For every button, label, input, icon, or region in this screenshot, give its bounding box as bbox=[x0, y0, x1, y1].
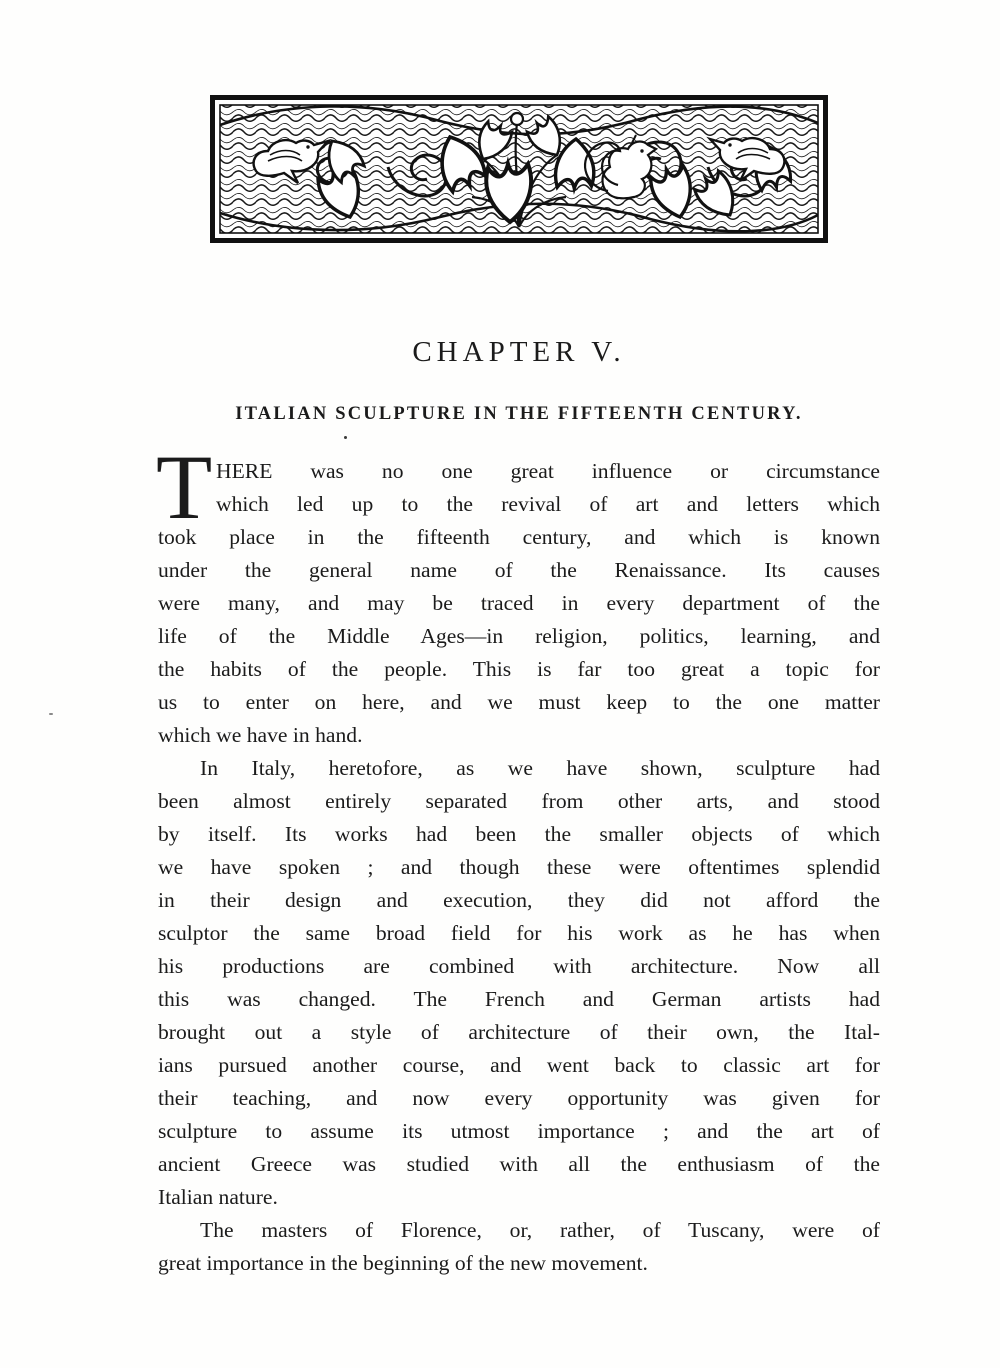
text-line: which we have in hand. bbox=[158, 723, 363, 747]
text-line: were many, and may be traced in every department of the bbox=[158, 591, 880, 615]
scan-speck bbox=[344, 436, 347, 439]
text-line: In Italy, heretofore, as we have shown, sculpture had bbox=[200, 756, 880, 780]
text-line: his productions are combined with architecture. Now all bbox=[158, 954, 880, 978]
paragraph bbox=[158, 752, 880, 1214]
text-line: under the general name of the Renaissance. Its causes bbox=[158, 558, 880, 582]
paragraph bbox=[158, 1214, 880, 1280]
drop-cap: T bbox=[156, 436, 213, 538]
text-line: great importance in the beginning of the new movement. bbox=[158, 1251, 648, 1275]
paragraph bbox=[156, 436, 880, 752]
text-line: been almost entirely separated from other arts, and stood bbox=[158, 789, 880, 813]
text-line: their teaching, and now every opportunity was given for bbox=[158, 1086, 880, 1110]
text-line: ancient Greece was studied with all the enthusiasm of the bbox=[158, 1152, 880, 1176]
text-line: we have spoken ; and though these were oftentimes splendid bbox=[158, 855, 880, 879]
woodcut-ornament-icon bbox=[210, 95, 828, 243]
text-line: which led up to the revival of art and letters which bbox=[216, 492, 880, 516]
text-line: by itself. Its works had been the smaller objects of which bbox=[158, 822, 880, 846]
text-line: the habits of the people. This is far too great a topic for bbox=[158, 657, 880, 681]
text-line: sculptor the same broad field for his work as he has when bbox=[158, 921, 880, 945]
text-line: The masters of Florence, or, rather, of Tuscany, were of bbox=[200, 1218, 880, 1242]
body-text bbox=[156, 436, 880, 1280]
text-line: life of the Middle Ages—in religion, politics, learning, and bbox=[158, 624, 880, 648]
text-line: HERE was no one great influence or circumstance bbox=[216, 459, 880, 483]
text-line: sculpture to assume its utmost importance ; and the art of bbox=[158, 1119, 880, 1143]
text-line: this was changed. The French and German artists had bbox=[158, 987, 880, 1011]
header-ornament-image bbox=[210, 95, 828, 243]
text-line: ians pursued another course, and went back to classic art for bbox=[158, 1053, 880, 1077]
chapter-subtitle: ITALIAN SCULPTURE IN THE FIFTEENTH CENTURY. bbox=[235, 404, 803, 424]
text-line: took place in the fifteenth century, and which is known bbox=[158, 525, 880, 549]
text-line: us to enter on here, and we must keep to the one matter bbox=[158, 690, 880, 714]
text-line: brought out a style of architecture of their own, the Ital- bbox=[158, 1020, 880, 1044]
text-line: Italian nature. bbox=[158, 1185, 278, 1209]
text-line: in their design and execution, they did not afford the bbox=[158, 888, 880, 912]
scan-speck bbox=[49, 713, 53, 715]
chapter-title: CHAPTER V. bbox=[412, 336, 626, 368]
